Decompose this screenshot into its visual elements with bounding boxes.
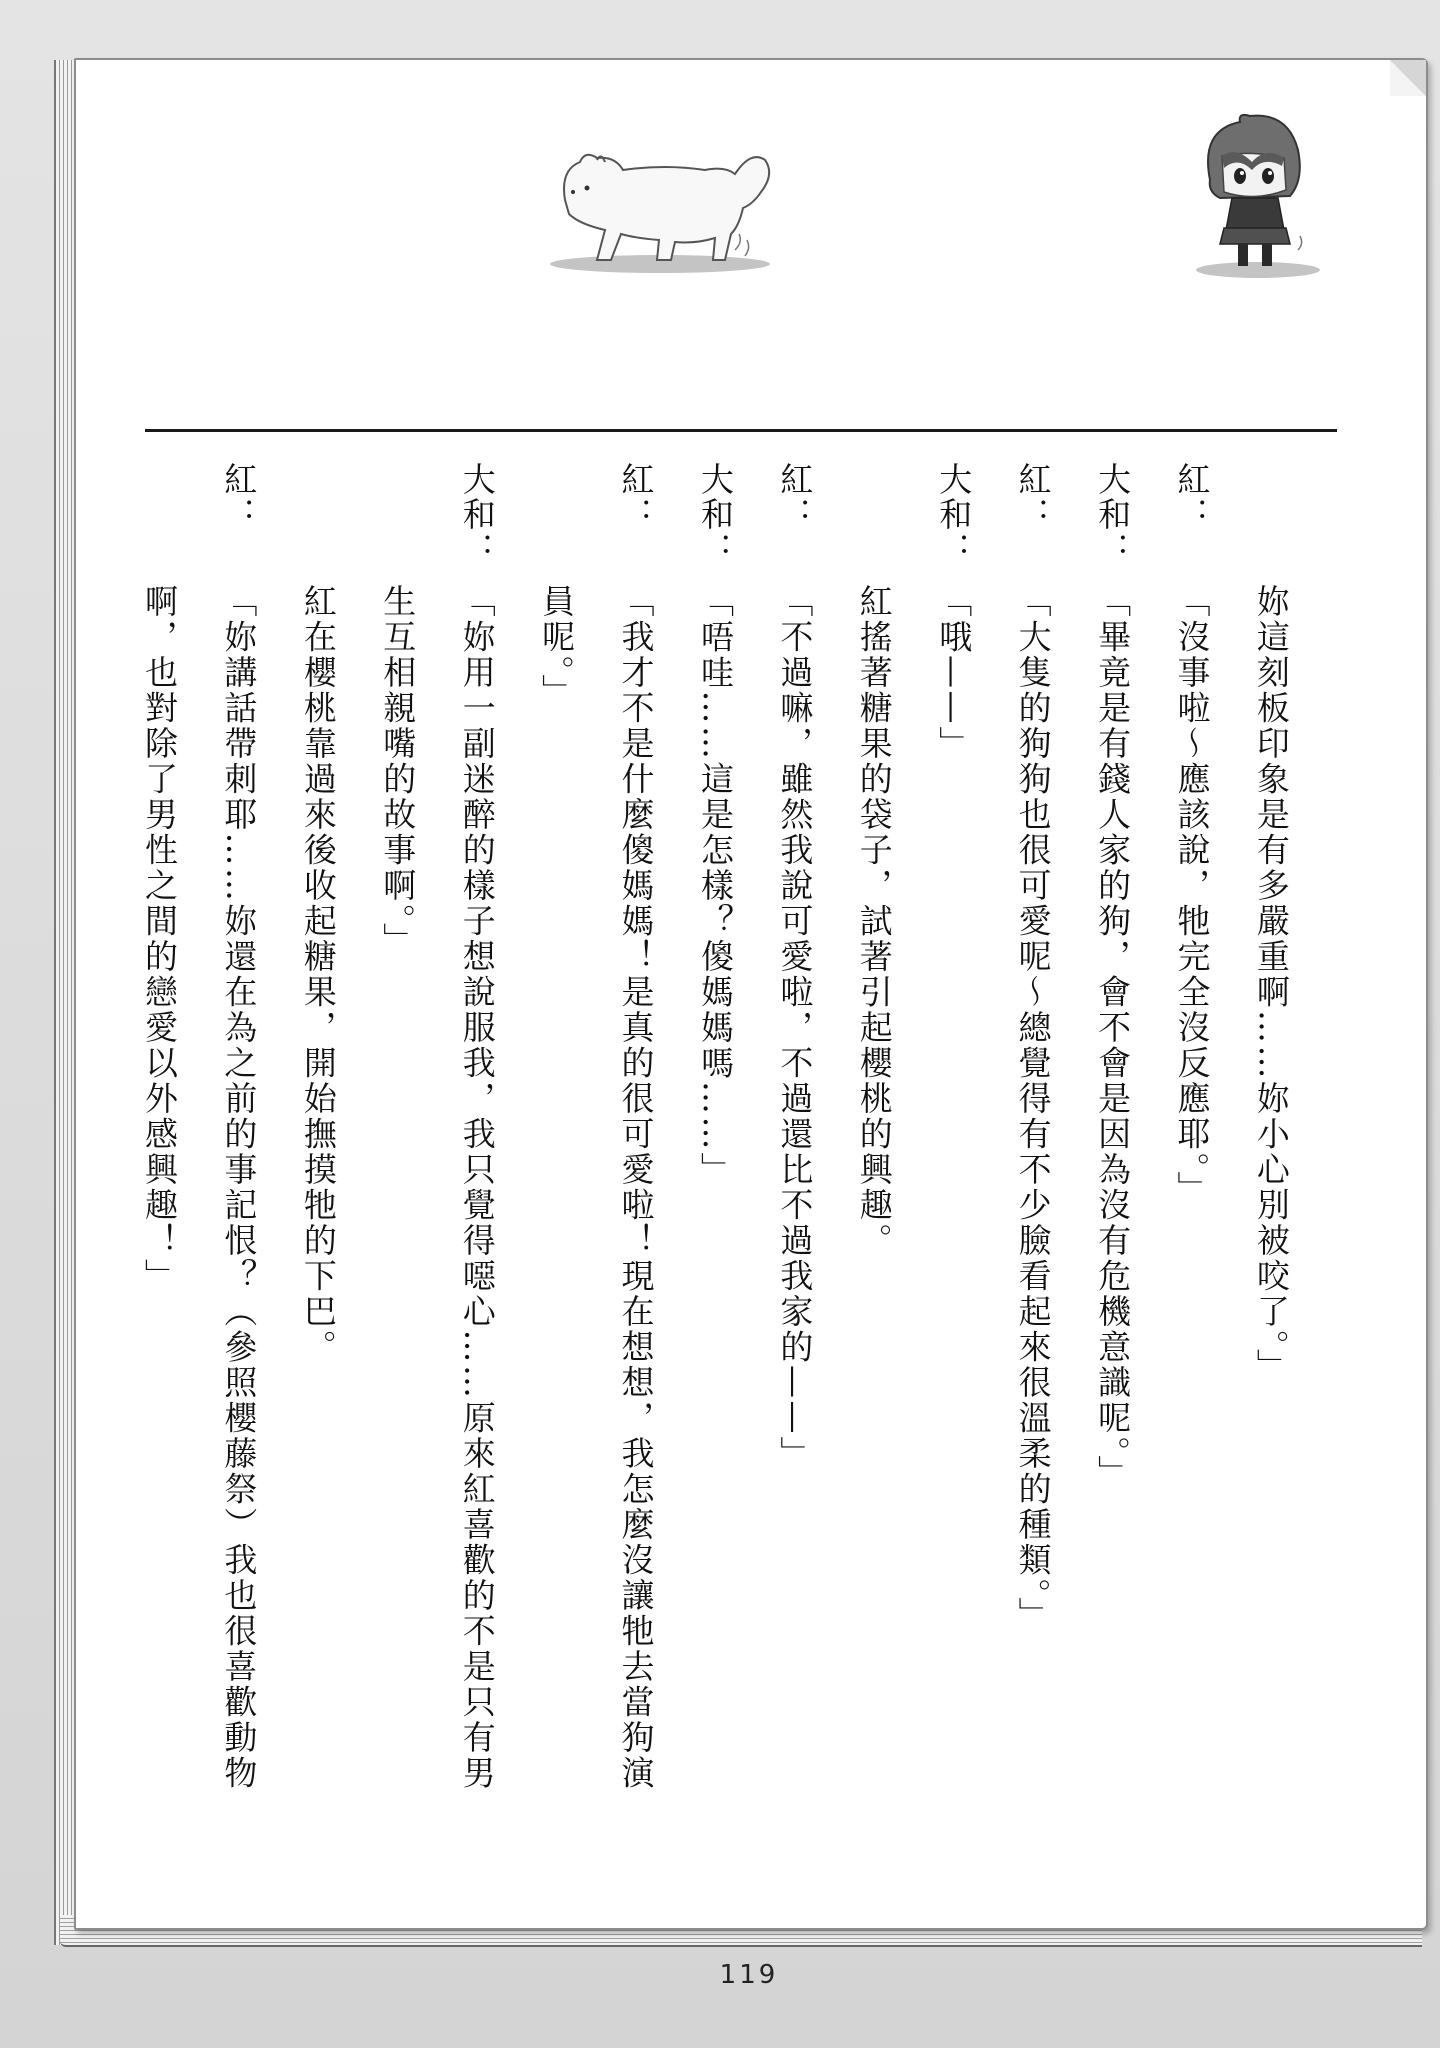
text-column (934, 462, 972, 1902)
dialogue-text: 「唔哇……這是怎樣？傻媽媽嗎……」 (695, 584, 735, 1188)
text-column (378, 462, 416, 1902)
speaker-label: 紅： (1013, 462, 1053, 532)
speaker-label: 大和： (934, 462, 974, 567)
text-column (1252, 462, 1290, 1902)
dialogue-text: 「哦——」 (934, 584, 974, 762)
text-column (1014, 462, 1052, 1902)
speaker-label: 紅： (616, 462, 656, 532)
text-column (458, 462, 496, 1902)
speaker-label: 大和： (1093, 462, 1133, 567)
text-column (299, 462, 337, 1902)
page-curl (1390, 60, 1426, 96)
page-number: 119 (719, 1960, 779, 1990)
text-column (537, 462, 575, 1902)
text-column (775, 462, 813, 1902)
dialogue-text: 「畢竟是有錢人家的狗，會不會是因為沒有危機意識呢。」 (1093, 584, 1133, 1491)
text-column (855, 462, 893, 1902)
text-column (617, 462, 655, 1902)
speaker-label: 大和： (457, 462, 497, 567)
speaker-label: 紅： (219, 462, 259, 532)
dialogue-text: 「我才不是什麼傻媽媽！是真的很可愛啦！現在想想，我怎麼沒讓牠去當狗演 (616, 584, 656, 1791)
dialogue-text: 「不過嘛，雖然我說可愛啦，不過還比不過我家的——」 (775, 584, 815, 1472)
text-column (1172, 462, 1210, 1902)
text-column (140, 462, 178, 1902)
narration-text: 紅在櫻桃靠過來後收起糖果，開始撫摸牠的下巴。 (298, 584, 338, 1365)
vertical-text-body (140, 462, 1290, 1902)
dialogue-text: 啊，也對除了男性之間的戀愛以外感興趣！」 (140, 584, 179, 1294)
dialogue-text: 「妳用一副迷醉的樣子想說服我，我只覺得噁心……原來紅喜歡的不是只有男 (457, 584, 497, 1791)
dialogue-text: 「沒事啦～應該說，牠完全沒反應耶。」 (1172, 584, 1212, 1207)
speaker-label: 紅： (1172, 462, 1212, 532)
dialogue-text: 「大隻的狗狗也很可愛呢～總覺得有不少臉看起來很溫柔的種類。」 (1013, 584, 1053, 1633)
dialogue-text: 妳這刻板印象是有多嚴重啊……妳小心別被咬了。」 (1251, 584, 1291, 1384)
white-dog-illustration (525, 130, 795, 280)
text-column (1093, 462, 1131, 1902)
narration-text: 紅搖著糖果的袋子，試著引起櫻桃的興趣。 (854, 584, 894, 1259)
text-column (219, 462, 257, 1902)
speaker-label: 紅： (775, 462, 815, 532)
chibi-girl-illustration (1180, 110, 1330, 285)
section-divider (145, 429, 1337, 432)
dialogue-text: 生互相親嘴的故事啊。」 (378, 584, 418, 958)
speaker-label: 大和： (695, 462, 735, 567)
text-column (696, 462, 734, 1902)
dialogue-text: 員呢。」 (537, 584, 577, 710)
dialogue-text: 「妳講話帶刺耶……妳還在為之前的事記恨？（參照櫻藤祭）我也很喜歡動物 (219, 584, 259, 1791)
